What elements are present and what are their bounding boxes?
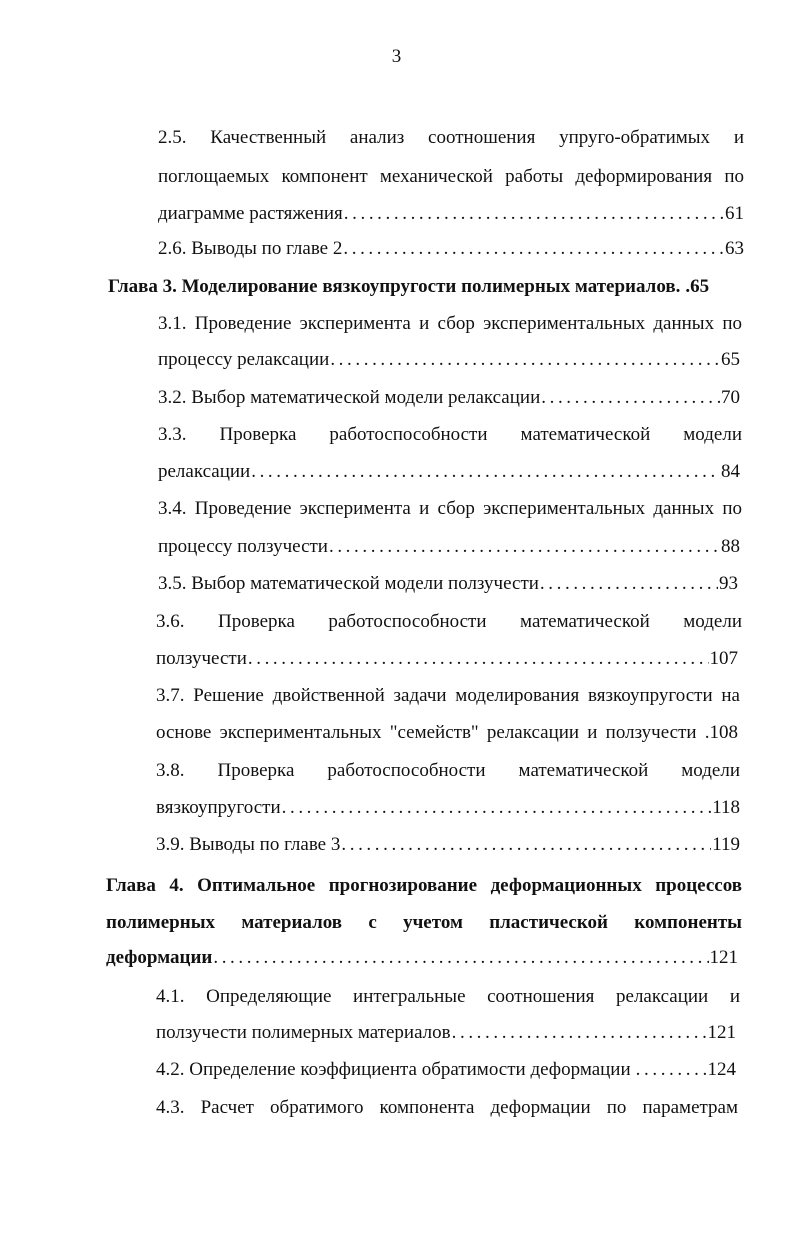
toc-3-2-title: 3.2. Выбор математической модели релаксации [158,387,541,408]
toc-3-5-page: 93 [719,573,738,594]
toc-3-1-line-2[interactable] [158,348,740,372]
toc-2-5-title: диаграмме растяжения [158,203,343,224]
toc-3-8-line-2[interactable] [156,796,740,820]
toc-3-5-title: 3.5. Выбор математической модели ползучести [158,573,539,594]
toc-3-2-page: 70 [721,387,740,408]
toc-3-3-line-2[interactable] [158,460,740,484]
toc-chapter-4-line-2: полимерных материалов с учетом пластической компоненты [106,912,742,933]
toc-2-5-page: 61 [725,203,744,224]
toc-chapter-4-line-3[interactable] [106,946,738,970]
toc-4-1-line-1: 4.1. Определяющие интегральные соотношения релаксации и [156,986,740,1007]
toc-3-3-line-1: 3.3. Проверка работоспособности математической модели [158,424,742,445]
toc-4-1-page: 121 [707,1022,736,1043]
toc-4-2[interactable] [156,1058,736,1082]
toc-3-8-line-1: 3.8. Проверка работоспособности математической модели [156,760,740,781]
toc-4-3-line-1: 4.3. Расчет обратимого компонента деформации по параметрам [156,1097,738,1118]
toc-chapter-4-line-1: Глава 4. Оптимальное прогнозирование деформационных процессов [106,875,742,896]
toc-2-5-line-2: поглощаемых компонент механической работы деформирования по [158,166,744,187]
toc-2-5-line-1: 2.5. Качественный анализ соотношения упруго-обратимых и [158,127,744,148]
toc-3-9-page: 119 [712,834,740,855]
toc-3-2[interactable] [158,386,740,410]
toc-2-6[interactable] [158,237,744,261]
toc-3-7-line-1: 3.7. Решение двойственной задачи моделирования вязкоупругости на [156,685,740,706]
toc-chapter-3-title: Глава 3. Моделирование вязкоупругости полимерных материалов. [108,276,681,297]
toc-4-1-line-2[interactable] [156,1021,736,1045]
toc-3-4-title: процессу ползучести [158,536,328,557]
toc-3-9-title: 3.9. Выводы по главе 3 [156,834,341,855]
toc-3-6-page: 107 [709,648,738,669]
toc-3-4-line-1: 3.4. Проведение эксперимента и сбор экспериментальных данных по [158,498,742,519]
toc-chapter-4-title: деформации [106,947,213,968]
toc-3-8-title: вязкоупругости [156,797,281,818]
toc-chapter-3-page: .65 [685,276,710,297]
toc-3-1-page: 65 [721,349,740,370]
toc-2-6-page: 63 [725,238,744,259]
toc-2-5-line-3[interactable] [158,202,744,226]
toc-4-2-page: 124 [707,1059,736,1080]
toc-3-6-title: ползучести [156,648,247,669]
toc-3-7-line-2[interactable]: основе экспериментальных "семейств" релаксации и ползучести .108 [156,722,738,743]
toc-3-3-page: 84 [721,461,740,482]
toc-4-2-title: 4.2. Определение коэффициента обратимости деформации [156,1059,631,1080]
toc-3-6-line-1: 3.6. Проверка работоспособности математической модели [156,611,742,632]
toc-3-9[interactable] [156,833,740,857]
toc-3-5[interactable] [158,572,738,596]
toc-4-1-title: ползучести полимерных материалов [156,1022,451,1043]
toc-3-8-page: 118 [712,797,740,818]
toc-2-6-title: 2.6. Выводы по главе 2 [158,238,343,259]
toc-chapter-4-page: 121 [709,947,738,968]
toc-3-6-line-2[interactable] [156,647,738,671]
page-number: 3 [391,46,402,67]
toc-chapter-3[interactable] [108,275,738,299]
toc-3-4-line-2[interactable] [158,535,740,559]
toc-3-1-line-1: 3.1. Проведение эксперимента и сбор экспериментальных данных по [158,313,742,334]
toc-3-1-title: процессу релаксации [158,349,330,370]
toc-3-4-page: 88 [721,536,740,557]
toc-3-3-title: релаксации [158,461,251,482]
